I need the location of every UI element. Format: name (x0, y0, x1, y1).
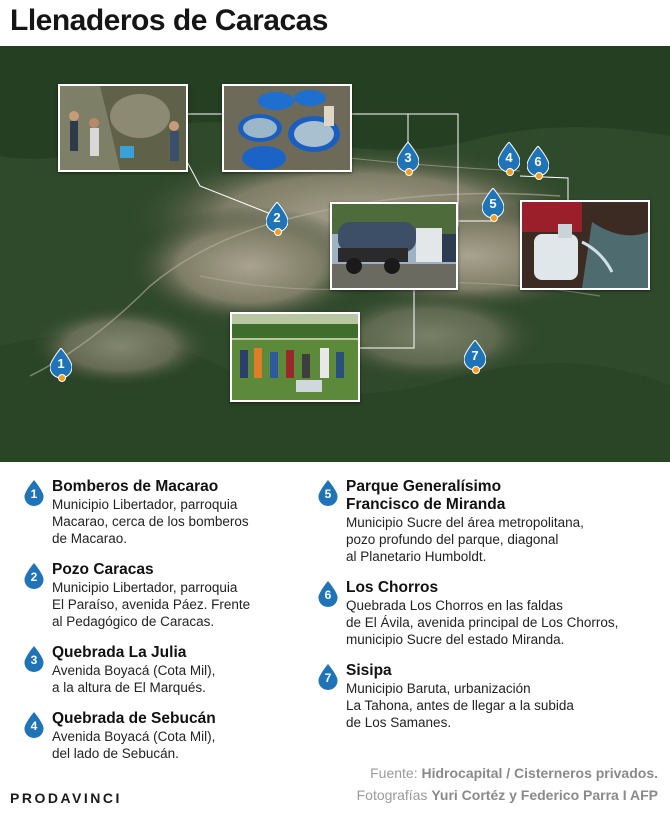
map-marker-2[interactable] (266, 202, 288, 232)
location-name: Los Chorros (346, 579, 439, 596)
location-desc-line: al Pedagógico de Caracas. (52, 614, 215, 629)
location-desc-line: pozo profundo del parque, diagonal (346, 532, 559, 547)
marker-number: 7 (471, 348, 479, 363)
brand-logo[interactable]: PRODAVINCI (10, 790, 122, 806)
location-name: Sisipa (346, 662, 392, 679)
page-title: Llenaderos de Caracas (10, 4, 328, 37)
legend-marker (24, 646, 44, 672)
marker-number: 6 (534, 154, 542, 169)
blue-buckets-icon (224, 86, 350, 170)
location-name: Quebrada La Julia (52, 644, 187, 661)
location-dot (472, 366, 480, 374)
source-value: Hidrocapital / Cisterneros privados. (421, 765, 658, 781)
location-desc-line: Municipio Sucre del área metropolitana, (346, 515, 584, 530)
legend-item-7 (318, 662, 618, 731)
location-desc-line: de Macarao. (52, 531, 128, 546)
location-name: Bomberos de Macarao (52, 478, 219, 495)
map-marker-3[interactable] (397, 142, 419, 172)
map-marker-1[interactable] (50, 348, 72, 378)
water-truck-icon (332, 204, 456, 288)
legend-number: 4 (30, 719, 38, 733)
source-label: Fuente: (370, 765, 418, 781)
location-dot (535, 172, 543, 180)
location-desc-line: El Paraíso, avenida Páez. Frente (52, 597, 251, 612)
legend-item-5 (318, 478, 618, 565)
location-dot (58, 374, 66, 382)
marker-number: 2 (273, 210, 281, 225)
location-dot (274, 228, 282, 236)
marker-number: 4 (505, 150, 513, 165)
location-desc-line: Macarao, cerca de los bomberos (52, 514, 249, 529)
legend-number: 2 (30, 570, 38, 584)
location-dot (405, 168, 413, 176)
marker-number: 1 (57, 356, 65, 371)
legend-number: 6 (324, 588, 332, 602)
legend-number: 5 (324, 487, 332, 501)
photo-label: Fotografías (356, 787, 428, 803)
location-desc-line: La Tahona, antes de llegar a la subida (346, 698, 574, 713)
legend-number: 3 (30, 653, 38, 667)
source-credit (357, 762, 658, 784)
photo-water-jug (520, 200, 650, 290)
legend-marker (24, 563, 44, 589)
location-desc-line: de El Ávila, avenida principal de Los Chorros, (346, 615, 619, 630)
people-line-icon (232, 314, 358, 400)
legend-marker (24, 712, 44, 738)
location-desc-line: del lado de Sebucán. (52, 746, 179, 761)
map-marker-6[interactable] (527, 146, 549, 176)
map-marker-7[interactable] (464, 340, 486, 370)
location-desc-line: Municipio Baruta, urbanización (346, 681, 531, 696)
location-desc-line: Quebrada Los Chorros en las faldas (346, 598, 563, 613)
map-marker-5[interactable] (482, 188, 504, 218)
legend-marker (318, 581, 338, 607)
legend-item-2 (24, 561, 250, 630)
legend-item-3 (24, 644, 250, 696)
location-name: Pozo Caracas (52, 561, 154, 578)
marker-number: 3 (404, 150, 412, 165)
location-desc-line: de Los Samanes. (346, 715, 452, 730)
legend-right-column (318, 478, 618, 731)
legend-marker (318, 664, 338, 690)
legend-left-column (24, 478, 250, 762)
location-desc-line: Municipio Libertador, parroquia (52, 580, 238, 595)
map-marker-4[interactable] (498, 142, 520, 172)
photo-value: Yuri Cortéz y Federico Parra I AFP (431, 787, 658, 803)
legend-number: 1 (30, 487, 38, 501)
legend-item-6 (318, 579, 618, 648)
photo-water-truck (330, 202, 458, 290)
legend-number: 7 (324, 671, 332, 685)
marker-number: 5 (489, 196, 497, 211)
location-desc-line: Municipio Libertador, parroquia (52, 497, 238, 512)
credits (357, 762, 658, 806)
legend-item-4 (24, 710, 250, 762)
legend-item-1 (24, 478, 250, 547)
location-desc-line: a la altura de El Marqués. (52, 680, 206, 695)
legend-marker (318, 480, 338, 506)
location-desc-line: al Planetario Humboldt. (346, 549, 487, 564)
photo-blue-buckets (222, 84, 352, 172)
people-rocks-icon (60, 86, 186, 170)
water-jug-icon (522, 202, 648, 288)
location-desc-line: Avenida Boyacá (Cota Mil), (52, 663, 216, 678)
photo-people-line (230, 312, 360, 402)
satellite-map[interactable] (0, 46, 670, 462)
location-name: Quebrada de Sebucán (52, 710, 216, 727)
location-desc-line: municipio Sucre del estado Miranda. (346, 632, 565, 647)
photo-people-rocks (58, 84, 188, 172)
photo-credit (357, 784, 658, 806)
legend-marker (24, 480, 44, 506)
location-dot (506, 168, 514, 176)
location-desc-line: Avenida Boyacá (Cota Mil), (52, 729, 216, 744)
location-dot (490, 214, 498, 222)
location-name: Parque Generalísimo Francisco de Miranda (346, 478, 506, 513)
